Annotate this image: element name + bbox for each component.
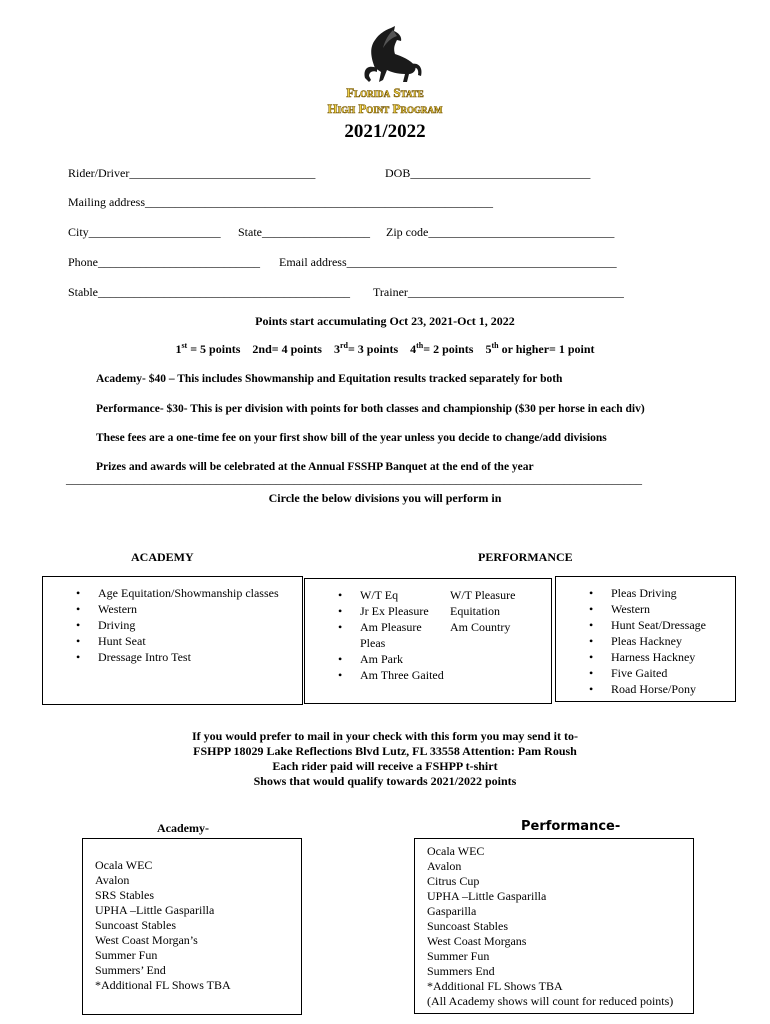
list-item: *Additional FL Shows TBA xyxy=(427,979,563,993)
performance-fee-text: Performance- $30- This is per division with points for both classes and championship ($30 per horse in each div) xyxy=(96,403,645,415)
rider-driver-field[interactable]: Rider/Driver_______________________________ xyxy=(68,166,316,180)
svg-text:High Point Program: High Point Program xyxy=(327,101,443,116)
list-item: West Coast Morgan’s xyxy=(95,933,198,947)
list-item[interactable]: • Hunt Seat/Dressage xyxy=(589,618,706,632)
performance-heading: PERFORMANCE xyxy=(478,550,573,564)
season-year: 2021/2022 xyxy=(344,121,426,142)
list-item: Summers End xyxy=(427,964,495,978)
points-scale: 1st = 5 points 2nd= 4 points 3rd= 3 points 4th= 2 points 5th or higher= 1 point xyxy=(175,341,595,356)
list-item: UPHA –Little Gasparilla xyxy=(427,889,547,903)
list-item[interactable]: • Dressage Intro Test xyxy=(76,650,191,664)
trainer-field[interactable]: Trainer____________________________________ xyxy=(373,285,624,299)
list-item: SRS Stables xyxy=(95,888,155,902)
mail-address: FSHPP 18029 Lake Reflections Blvd Lutz, FL 33558 Attention: Pam Roush xyxy=(193,744,577,758)
points-period: Points start accumulating Oct 23, 2021-Oct 1, 2022 xyxy=(255,314,515,328)
list-item[interactable]: • Road Horse/Pony xyxy=(589,682,696,696)
list-item[interactable]: W/T Pleasure xyxy=(450,588,516,602)
svg-text:Florida State: Florida State xyxy=(346,85,424,100)
list-item: (All Academy shows will count for reduced points) xyxy=(427,994,674,1008)
list-item: Summer Fun xyxy=(427,949,490,963)
email-field[interactable]: Email address_____________________________________________ xyxy=(279,255,617,269)
list-item: Ocala WEC xyxy=(95,858,153,872)
performance-division-list-3 xyxy=(589,585,706,697)
fsshp-logo xyxy=(305,24,465,120)
list-item[interactable]: • Pleas Hackney xyxy=(589,634,682,648)
academy-division-list xyxy=(76,585,279,665)
list-item[interactable]: • Am Park xyxy=(338,652,403,666)
academy-fee-text: Academy- $40 – This includes Showmanship and Equitation results tracked separately for both xyxy=(96,373,563,385)
list-item[interactable]: • Pleas Driving xyxy=(589,586,677,600)
stable-field[interactable]: Stable__________________________________________ xyxy=(68,285,350,299)
academy-shows-box xyxy=(82,838,302,1015)
list-item[interactable]: • Driving xyxy=(76,618,136,632)
academy-heading: ACADEMY xyxy=(131,550,194,564)
horse-icon xyxy=(305,24,465,120)
performance-shows-heading: Performance- xyxy=(521,819,621,834)
circle-instruction: Circle the below divisions you will perform in xyxy=(268,491,502,505)
academy-shows-list xyxy=(95,858,231,993)
performance-divisions-box-2 xyxy=(555,576,736,702)
list-item[interactable]: • Am Pleasure xyxy=(338,620,422,634)
performance-division-list-2 xyxy=(450,587,515,635)
list-item: Avalon xyxy=(427,859,462,873)
list-item-wrap: Pleas xyxy=(360,636,386,650)
list-item[interactable]: • Five Gaited xyxy=(589,666,668,680)
state-field[interactable]: State__________________ xyxy=(238,225,370,239)
list-item[interactable]: • Am Three Gaited xyxy=(338,668,444,682)
list-item: UPHA –Little Gasparilla xyxy=(95,903,215,917)
list-item[interactable]: Am Country xyxy=(450,620,511,634)
phone-field[interactable]: Phone___________________________ xyxy=(68,255,260,269)
zip-field[interactable]: Zip code_______________________________ xyxy=(386,225,615,239)
dob-field[interactable]: DOB______________________________ xyxy=(385,166,591,180)
academy-shows-heading: Academy- xyxy=(157,821,209,835)
tshirt-note: Each rider paid will receive a FSHPP t-shirt xyxy=(272,759,498,773)
list-item: Avalon xyxy=(95,873,130,887)
performance-shows-list xyxy=(427,844,673,1009)
prizes-text: Prizes and awards will be celebrated at the Annual FSSHP Banquet at the end of the year xyxy=(96,461,534,473)
performance-shows-box xyxy=(414,838,694,1014)
performance-divisions-box-1 xyxy=(304,578,552,704)
list-item[interactable]: • W/T Eq xyxy=(338,588,399,602)
list-item: *Additional FL Shows TBA xyxy=(95,978,231,992)
list-item: Suncoast Stables xyxy=(95,918,176,932)
list-item: Summers’ End xyxy=(95,963,166,977)
list-item[interactable]: • Jr Ex Pleasure xyxy=(338,604,429,618)
list-item[interactable]: • Hunt Seat xyxy=(76,634,146,648)
academy-divisions-box xyxy=(42,576,303,705)
qualifying-shows-heading: Shows that would qualify towards 2021/2022 points xyxy=(253,774,517,788)
list-item[interactable]: • Age Equitation/Showmanship classes xyxy=(76,586,279,600)
performance-division-list-1 xyxy=(338,587,444,683)
one-time-fee-text: These fees are a one-time fee on your first show bill of the year unless you decide to change/add divisions xyxy=(96,432,607,444)
list-item: Suncoast Stables xyxy=(427,919,508,933)
list-item[interactable]: • Harness Hackney xyxy=(589,650,696,664)
list-item: Summer Fun xyxy=(95,948,158,962)
list-item[interactable]: • Western xyxy=(76,602,138,616)
mail-instruction: If you would prefer to mail in your check with this form you may send it to- xyxy=(191,729,578,743)
list-item: Ocala WEC xyxy=(427,844,485,858)
list-item: West Coast Morgans xyxy=(427,934,527,948)
divider-line: ________________________________________________________________________________________________ xyxy=(66,472,642,486)
list-item[interactable]: • Western xyxy=(589,602,651,616)
list-item: Citrus Cup xyxy=(427,874,480,888)
list-item: Gasparilla xyxy=(427,904,477,918)
list-item[interactable]: Equitation xyxy=(450,604,500,618)
city-field[interactable]: City______________________ xyxy=(68,225,221,239)
mailing-address-field[interactable]: Mailing address__________________________________________________________ xyxy=(68,195,493,209)
